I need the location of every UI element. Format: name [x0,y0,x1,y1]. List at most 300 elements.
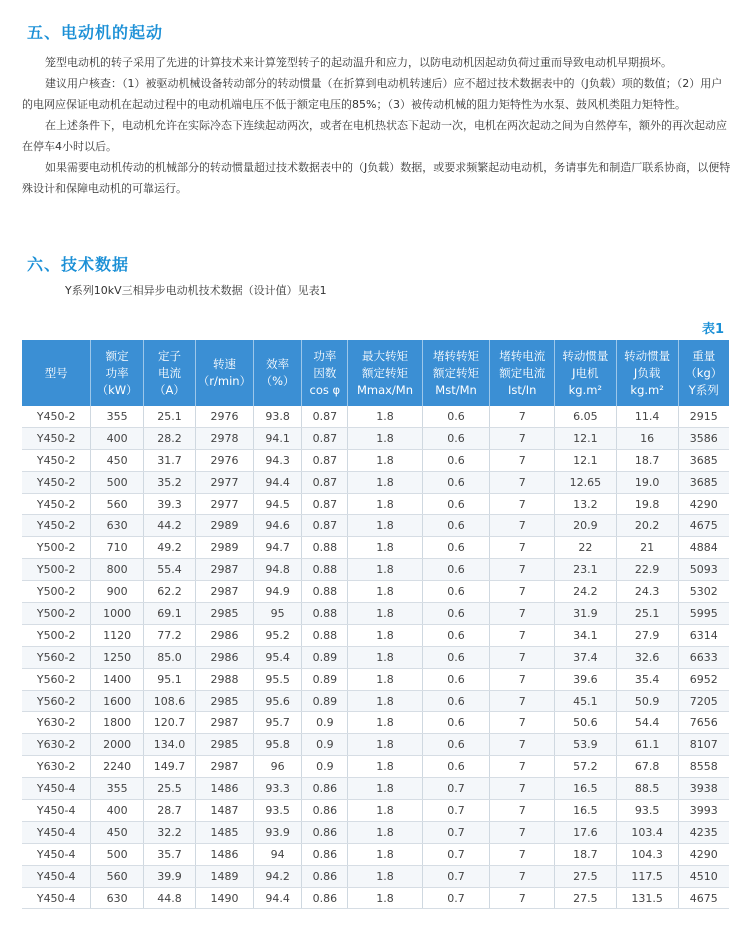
table-cell: 0.86 [302,887,348,909]
table-cell: 94.1 [253,427,301,449]
table-cell: 6.05 [554,406,616,427]
table-cell: 1.8 [348,449,422,471]
section-title-technical-data: 六、技术数据 [27,255,130,274]
column-header-line: （%） [260,374,295,388]
table-cell: 77.2 [143,624,195,646]
table-cell: 1.8 [348,690,422,712]
table-cell: 6314 [678,624,729,646]
table-cell: Y450-4 [22,843,91,865]
table-row [22,493,729,515]
table-cell: 7 [490,559,554,581]
table-cell: 0.6 [422,515,490,537]
table-cell: 117.5 [616,865,678,887]
table-cell: 19.0 [616,471,678,493]
table-cell: 1.8 [348,778,422,800]
table-cell: 95.1 [143,668,195,690]
table-row [22,756,729,778]
table-cell: 2915 [678,406,729,427]
table-cell: 7 [490,406,554,427]
technical-data-table [22,340,729,909]
table-cell: 0.86 [302,843,348,865]
table-row [22,843,729,865]
table-cell: 45.1 [554,690,616,712]
table-cell: 1.8 [348,537,422,559]
table-cell: 2987 [196,559,254,581]
table-cell: 2976 [196,449,254,471]
table-cell: 6633 [678,646,729,668]
table-cell: 7 [490,690,554,712]
table-cell: 24.2 [554,581,616,603]
table-cell: 7 [490,712,554,734]
table-cell: 0.7 [422,800,490,822]
table-cell: 7 [490,865,554,887]
table-cell: 0.6 [422,690,490,712]
column-header-line: 定子 [157,348,181,363]
table-cell: 0.89 [302,690,348,712]
table-cell: 16.5 [554,800,616,822]
table-cell: 1.8 [348,887,422,909]
table-cell: 0.89 [302,646,348,668]
table-cell: 35.7 [143,843,195,865]
column-header-line: J负载 [633,365,661,380]
column-header [348,340,422,406]
column-header-line: 型号 [44,365,68,380]
table-cell: 94.4 [253,887,301,909]
table-cell: Y500-2 [22,537,91,559]
table-cell: 0.6 [422,537,490,559]
table-cell: Y450-2 [22,471,91,493]
table-cell: 131.5 [616,887,678,909]
table-cell: 1000 [91,603,144,625]
column-header-line: 堵转转矩 [433,348,480,363]
table-cell: 0.86 [302,821,348,843]
table-cell: 5302 [678,581,729,603]
table-cell: 1487 [196,800,254,822]
table-header [22,340,729,406]
column-header-line: 功率 [105,365,129,380]
table-cell: 39.6 [554,668,616,690]
column-header-line: 因数 [313,365,337,380]
table-cell: 0.86 [302,800,348,822]
section5-paragraph-1: 笼型电动机的转子采用了先进的计算技术来计算笼型转子的起动温升和应力，以防电动机因起动负荷过重而导致电动机早期损坏。 [45,56,672,69]
column-header-line: Mst/Mn [435,382,477,397]
table-cell: 57.2 [554,756,616,778]
table-cell: 0.87 [302,406,348,427]
table-cell: 35.2 [143,471,195,493]
table-cell: 0.89 [302,668,348,690]
table-cell: 710 [91,537,144,559]
table-cell: Y500-2 [22,624,91,646]
table-cell: 7 [490,603,554,625]
table-cell: 3685 [678,471,729,493]
table-cell: 1.8 [348,734,422,756]
table-intro-text: Y系列10kV三相异步电动机技术数据（设计值）见表1 [65,284,327,297]
table-cell: 94.7 [253,537,301,559]
table-cell: 7 [490,581,554,603]
table-cell: 630 [91,887,144,909]
table-cell: 17.6 [554,821,616,843]
table-cell: 355 [91,406,144,427]
table-cell: 2977 [196,493,254,515]
table-cell: 0.9 [302,712,348,734]
table-cell: 1800 [91,712,144,734]
table-cell: 94.9 [253,581,301,603]
table-header-row [22,340,729,406]
table-cell: 0.87 [302,493,348,515]
table-row [22,646,729,668]
table-row [22,515,729,537]
table-cell: 0.7 [422,865,490,887]
table-cell: 20.2 [616,515,678,537]
section5-body [22,52,732,199]
table-cell: 0.87 [302,515,348,537]
table-cell: 0.88 [302,581,348,603]
table-cell: 16.5 [554,778,616,800]
table-cell: 1.8 [348,821,422,843]
table-cell: 0.86 [302,865,348,887]
table-cell: 50.6 [554,712,616,734]
table-cell: 49.2 [143,537,195,559]
column-header-line: kg.m² [630,382,664,397]
table-cell: 4290 [678,843,729,865]
table-cell: 1.8 [348,515,422,537]
table-cell: 1485 [196,821,254,843]
table-cell: 800 [91,559,144,581]
column-header-line: （kW） [96,382,138,397]
table-cell: 53.9 [554,734,616,756]
table-row [22,471,729,493]
table-cell: 12.1 [554,427,616,449]
table-cell: 11.4 [616,406,678,427]
table-cell: 1.8 [348,427,422,449]
column-header [196,340,254,406]
table-cell: 1.8 [348,406,422,427]
table-cell: 22.9 [616,559,678,581]
table-cell: Y450-2 [22,427,91,449]
table-cell: 27.5 [554,865,616,887]
table-cell: 5995 [678,603,729,625]
table-cell: 1486 [196,778,254,800]
table-cell: 1.8 [348,581,422,603]
table-cell: 0.7 [422,821,490,843]
column-header-line: 转动惯量 [562,348,609,363]
table-cell: Y500-2 [22,603,91,625]
column-header-line: 转动惯量 [624,348,671,363]
table-cell: 95.6 [253,690,301,712]
table-row [22,734,729,756]
table-cell: 7 [490,624,554,646]
table-cell: Y560-2 [22,690,91,712]
table-cell: 7 [490,449,554,471]
table-cell: 4510 [678,865,729,887]
column-header [253,340,301,406]
column-header-line: （kg） [685,365,723,380]
table-cell: 1.8 [348,800,422,822]
table-cell: 7 [490,471,554,493]
table-cell: 93.8 [253,406,301,427]
table-cell: Y630-2 [22,756,91,778]
table-cell: 21 [616,537,678,559]
column-header-line: （A） [154,382,185,397]
table-cell: Y630-2 [22,712,91,734]
table-cell: 2986 [196,624,254,646]
column-header-line: cos φ [309,382,341,397]
table-cell: 7 [490,843,554,865]
table-cell: 0.88 [302,603,348,625]
table-cell: 0.6 [422,449,490,471]
table-cell: 93.3 [253,778,301,800]
column-header-line: 额定转矩 [361,365,408,380]
table-cell: 1.8 [348,756,422,778]
table-cell: 7656 [678,712,729,734]
table-cell: 400 [91,800,144,822]
table-cell: 2988 [196,668,254,690]
table-cell: 1490 [196,887,254,909]
table-cell: 27.5 [554,887,616,909]
table-cell: 2987 [196,581,254,603]
table-cell: 560 [91,865,144,887]
table-cell: 25.1 [143,406,195,427]
section5-paragraph-2: 建议用户核查：（1）被驱动机械设备转动部分的转动惯量（在折算到电动机转速后）应不超过技术数据表中的（J负载）项的数值；（2）用户的电网应保证电动机在起动过程中的电动机端电压不低于额定电压的85%；（3）被传动机械的阻力矩特性为水泵、鼓风机类阻力矩特性。 [22,77,723,111]
table-row [22,690,729,712]
column-header-line: 重量 [692,348,716,363]
table-cell: Y450-2 [22,493,91,515]
table-cell: 39.9 [143,865,195,887]
table-cell: Y450-2 [22,449,91,471]
table-cell: 62.2 [143,581,195,603]
table-cell: 500 [91,471,144,493]
table-row [22,887,729,909]
table-cell: 450 [91,821,144,843]
table-cell: 0.6 [422,624,490,646]
table-cell: 31.7 [143,449,195,471]
column-header [22,340,91,406]
table-cell: 0.6 [422,427,490,449]
table-cell: 6952 [678,668,729,690]
table-cell: 0.6 [422,471,490,493]
table-cell: 19.8 [616,493,678,515]
table-cell: 149.7 [143,756,195,778]
column-header [422,340,490,406]
table-cell: 94 [253,843,301,865]
table-cell: 31.9 [554,603,616,625]
table-cell: 23.1 [554,559,616,581]
table-cell: 1.8 [348,471,422,493]
table-cell: Y450-4 [22,821,91,843]
table-cell: Y560-2 [22,646,91,668]
table-cell: 20.9 [554,515,616,537]
section-title-starting: 五、电动机的起动 [27,23,164,42]
table-cell: 88.5 [616,778,678,800]
column-header-line: 效率 [266,357,290,371]
table-cell: 13.2 [554,493,616,515]
table-cell: 94.2 [253,865,301,887]
table-cell: 0.9 [302,734,348,756]
table-cell: 5093 [678,559,729,581]
column-header-line: 功率 [313,348,337,363]
table-cell: 7 [490,493,554,515]
table-cell: 93.5 [253,800,301,822]
table-cell: Y450-2 [22,406,91,427]
table-cell: 7 [490,778,554,800]
table-cell: 7 [490,734,554,756]
table-cell: 2985 [196,734,254,756]
table-cell: Y450-4 [22,865,91,887]
table-cell: 18.7 [616,449,678,471]
table-cell: 1.8 [348,712,422,734]
table-cell: 93.9 [253,821,301,843]
table-row [22,449,729,471]
table-cell: 2989 [196,515,254,537]
table-cell: 355 [91,778,144,800]
table-cell: 39.3 [143,493,195,515]
table-cell: 560 [91,493,144,515]
table-cell: Y450-4 [22,887,91,909]
table-cell: 0.87 [302,471,348,493]
section5-paragraph-4: 如果需要电动机传动的机械部分的转动惯量超过技术数据表中的（J负载）数据，或要求频繁起动电动机，务请事先和制造厂联系协商，以便特殊设计和保障电动机的可靠运行。 [22,161,731,195]
table-row [22,406,729,427]
table-cell: 7 [490,646,554,668]
table-cell: 67.8 [616,756,678,778]
table-row [22,821,729,843]
table-cell: 22 [554,537,616,559]
table-cell: 1.8 [348,668,422,690]
table-cell: 0.6 [422,756,490,778]
table-cell: 0.7 [422,887,490,909]
table-row [22,427,729,449]
table-cell: 7 [490,537,554,559]
column-header-line: 最大转矩 [361,348,408,363]
table-cell: 25.1 [616,603,678,625]
table-cell: Y450-4 [22,800,91,822]
section5-paragraph-3: 在上述条件下，电动机允许在实际冷态下连续起动两次，或者在电机热状态下起动一次，电机在两次起动之间为自然停车，额外的再次起动应在停车4小时以后。 [22,119,727,153]
table-cell: 3993 [678,800,729,822]
table-cell: 7205 [678,690,729,712]
table-cell: 2985 [196,603,254,625]
table-cell: 0.6 [422,493,490,515]
table-row [22,624,729,646]
table-cell: 4235 [678,821,729,843]
table-cell: 7 [490,515,554,537]
column-header-line: 额定电流 [499,365,546,380]
table-cell: 7 [490,821,554,843]
table-cell: 0.87 [302,449,348,471]
table-cell: 2240 [91,756,144,778]
table-cell: 1600 [91,690,144,712]
table-cell: 630 [91,515,144,537]
table-cell: 900 [91,581,144,603]
table-cell: 85.0 [143,646,195,668]
column-header [302,340,348,406]
table-cell: Y500-2 [22,581,91,603]
table-row [22,800,729,822]
table-cell: 7 [490,887,554,909]
table-cell: 34.1 [554,624,616,646]
table-cell: 93.5 [616,800,678,822]
table-cell: 0.7 [422,843,490,865]
table-cell: 95.5 [253,668,301,690]
table-cell: 54.4 [616,712,678,734]
table-cell: 32.2 [143,821,195,843]
table-cell: 55.4 [143,559,195,581]
table-cell: 28.7 [143,800,195,822]
table-cell: 44.2 [143,515,195,537]
column-header-line: Y系列 [688,382,719,397]
table-cell: Y560-2 [22,668,91,690]
column-header-line: Mmax/Mn [356,382,414,397]
table-cell: 94.3 [253,449,301,471]
table-cell: 4290 [678,493,729,515]
table-cell: 12.1 [554,449,616,471]
column-header [143,340,195,406]
column-header-line: 额定转矩 [433,365,480,380]
table-cell: 0.86 [302,778,348,800]
table-cell: 7 [490,800,554,822]
table-cell: 24.3 [616,581,678,603]
table-cell: 0.6 [422,646,490,668]
table-cell: 2976 [196,406,254,427]
table-row [22,865,729,887]
table-cell: Y500-2 [22,559,91,581]
table-cell: Y450-4 [22,778,91,800]
table-cell: 0.88 [302,624,348,646]
table-cell: 0.6 [422,406,490,427]
table-cell: 1400 [91,668,144,690]
table-cell: 0.87 [302,427,348,449]
table-cell: 94.4 [253,471,301,493]
table-cell: 18.7 [554,843,616,865]
table-cell: 50.9 [616,690,678,712]
table-cell: 35.4 [616,668,678,690]
table-cell: 104.3 [616,843,678,865]
table-cell: 2987 [196,756,254,778]
table-cell: 450 [91,449,144,471]
table-cell: 0.6 [422,712,490,734]
table-cell: 1250 [91,646,144,668]
table-cell: 94.5 [253,493,301,515]
column-header-line: 电流 [157,365,181,380]
table-cell: 94.6 [253,515,301,537]
table-cell: 95 [253,603,301,625]
table-cell: 1.8 [348,624,422,646]
table-cell: 7 [490,668,554,690]
table-cell: 7 [490,756,554,778]
column-header [490,340,554,406]
table-cell: 1.8 [348,646,422,668]
table-cell: 2978 [196,427,254,449]
column-header-line: （r/min） [197,374,252,388]
table-cell: 1.8 [348,559,422,581]
table-cell: 1489 [196,865,254,887]
table-cell: 500 [91,843,144,865]
column-header-line: kg.m² [568,382,603,397]
table-cell: 0.6 [422,734,490,756]
column-header-line: Ist/In [507,382,537,397]
table-cell: 61.1 [616,734,678,756]
table-cell: 44.8 [143,887,195,909]
table-cell: 1120 [91,624,144,646]
table-row [22,668,729,690]
table-cell: 27.9 [616,624,678,646]
column-header-line: 转速 [212,357,236,371]
table-cell: 7 [490,427,554,449]
table-cell: 4675 [678,887,729,909]
column-header [678,340,729,406]
table-cell: 0.6 [422,668,490,690]
table-cell: 16 [616,427,678,449]
column-header-line: 额定 [105,348,129,363]
table-cell: 0.6 [422,581,490,603]
